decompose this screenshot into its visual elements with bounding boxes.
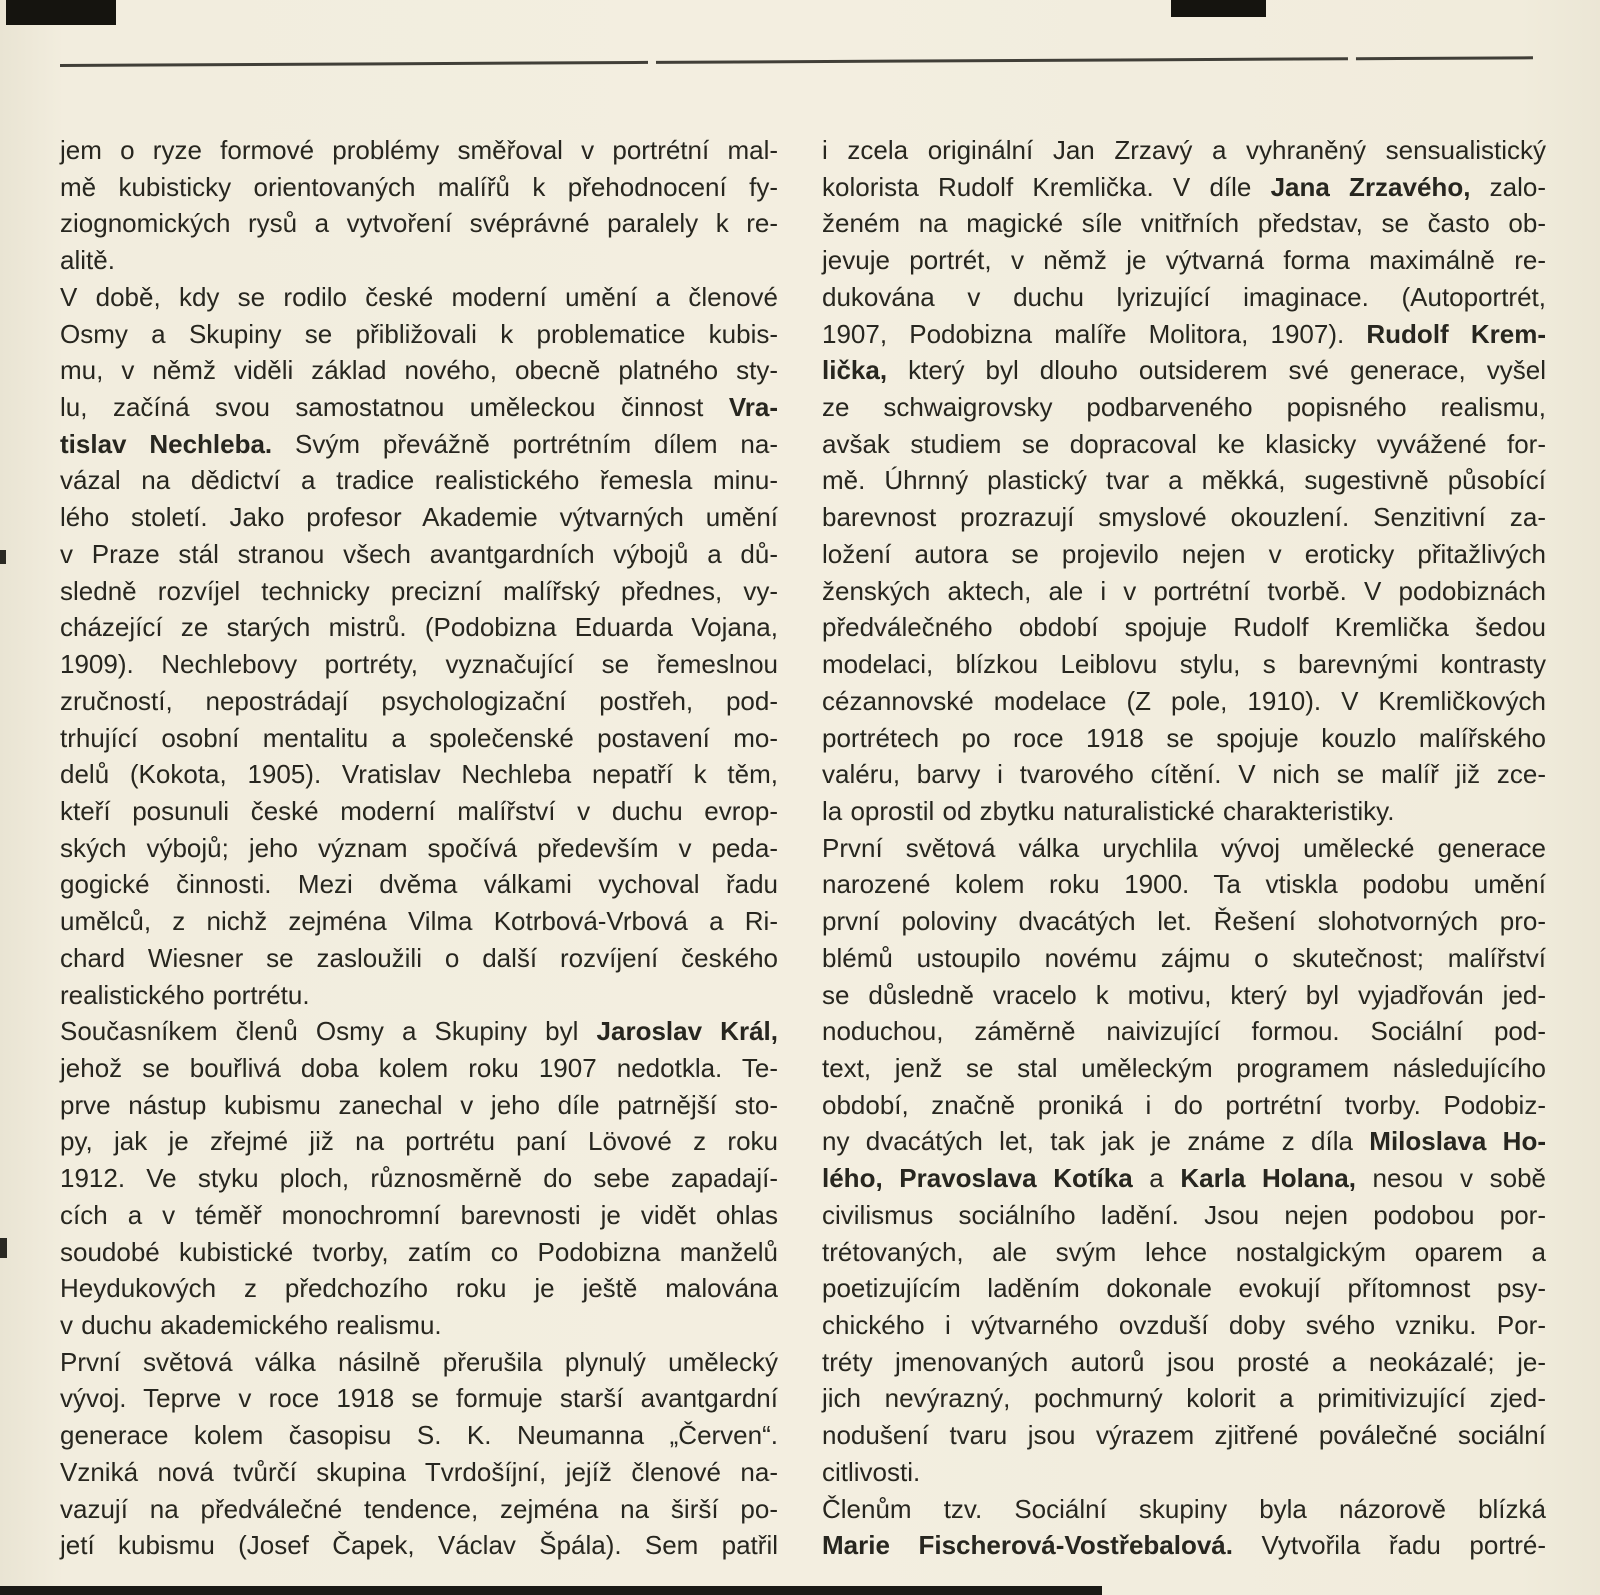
text-line — [60, 279, 778, 316]
text-column-right — [822, 132, 1546, 1564]
body-text: ziognomických rysů a vytvoření svéprávné paralely k re- — [60, 208, 778, 239]
body-text: chard Wiesner se zasloužili o další rozvíjení českého — [60, 942, 778, 973]
body-text: Svým převážně portrétním dílem na- — [272, 428, 779, 459]
body-text: jem o ryze formové problémy směřoval v portrétní mal- — [60, 135, 778, 165]
body-text: blémů ustoupilo novému zájmu o skutečnost; malířství — [822, 942, 1546, 973]
body-text: chického i výtvarného ovzduší doby svého vzniku. Por- — [822, 1310, 1546, 1340]
text-line — [822, 940, 1546, 977]
body-text: ze schwaigrovsky podbarveného popisného realismu, — [822, 392, 1546, 423]
body-text: tréty jmenovaných autorů jsou prosté a neokázalé; je- — [822, 1346, 1546, 1377]
body-text: ny dvacátých let, tak jak je známe z díla — [822, 1126, 1370, 1157]
text-line — [822, 279, 1546, 316]
bold-text: Jana Zrzavého, — [1270, 171, 1471, 202]
text-line — [60, 352, 778, 389]
body-text: poetizujícím laděním dokonale evokují přítomnost psy- — [822, 1273, 1546, 1304]
body-text: ložení autora se projevilo nejen v eroticky přitažlivých — [822, 538, 1546, 569]
text-line — [822, 830, 1546, 867]
body-text: Vzniká nová tvůrčí skupina Tvrdošíjní, jejíž členové na- — [60, 1456, 778, 1487]
body-text: ženém na magické síle vnitřních představ, se často ob- — [822, 208, 1546, 239]
body-text: v duchu akademického realismu. — [60, 1310, 442, 1340]
body-text: cézannovské modelace (Z pole, 1910). V Kremličkových — [822, 685, 1546, 716]
body-text: py, jak je zřejmé již na portrétu paní Lövové z roku — [60, 1126, 778, 1157]
text-line — [60, 720, 778, 757]
body-text: kteří posunuli české moderní malířství v duchu evrop- — [60, 795, 778, 826]
text-line — [822, 646, 1546, 683]
text-line — [822, 1234, 1546, 1271]
text-line — [822, 1344, 1546, 1381]
body-text: První světová válka násilně přerušila plynulý umělecký — [60, 1346, 778, 1377]
text-line — [822, 756, 1546, 793]
text-line — [822, 389, 1546, 426]
text-line — [60, 977, 778, 1014]
body-text: jetí kubismu (Josef Čapek, Václav Špála). Sem patřil — [60, 1530, 778, 1561]
text-line — [822, 1307, 1546, 1344]
body-text: gogické činnosti. Mezi dvěma válkami vychoval řadu — [60, 869, 778, 900]
body-text: Členům tzv. Sociální skupiny byla názorově blízká — [822, 1493, 1546, 1524]
text-line — [822, 1087, 1546, 1124]
body-text: modelaci, blízkou Leiblovu stylu, s barevnými kontrasty — [822, 649, 1546, 680]
text-line — [60, 1454, 778, 1491]
body-text: V době, kdy se rodilo české moderní umění a členové — [60, 281, 778, 312]
text-line — [60, 866, 778, 903]
text-line — [60, 1013, 778, 1050]
text-line — [822, 573, 1546, 610]
body-text: jehož se bouřlivá doba kolem roku 1907 nedotkla. Te- — [60, 1052, 778, 1083]
text-line — [822, 1527, 1546, 1564]
text-line — [60, 830, 778, 867]
body-text: a — [1132, 1163, 1181, 1194]
bold-text: tislav Nechleba. — [60, 428, 273, 459]
body-text: valéru, barvy i tvarového cítění. V nich se malíř již zce- — [822, 759, 1546, 790]
scan-artifact-top-right — [1171, 0, 1266, 17]
header-rule-segment — [1356, 56, 1533, 60]
body-text: jevuje portrét, v němž je výtvarná forma maximálně re- — [822, 245, 1546, 276]
text-line — [60, 1344, 778, 1381]
body-text: cích a v téměř monochromní barevnosti je vidět ohlas — [60, 1199, 778, 1230]
body-text: mě kubisticky orientovaných malířů k přehodnocení fy- — [60, 171, 778, 202]
text-line — [60, 646, 778, 683]
text-line — [822, 1454, 1546, 1491]
text-line — [822, 169, 1546, 206]
body-text: vývoj. Teprve v roce 1918 se formuje starší avantgardní — [60, 1383, 778, 1414]
text-line — [60, 1307, 778, 1344]
body-text: nodušení tvaru jsou výrazem zjitřené poválečné sociální — [822, 1420, 1546, 1451]
scan-artifact-left-edge-tick — [0, 1238, 7, 1258]
bold-text: Rudolf Krem- — [1366, 318, 1546, 349]
body-text: v Praze stál stranou všech avantgardních výbojů a dů- — [60, 538, 778, 569]
text-line — [822, 242, 1546, 279]
body-text: první poloviny dvacátých let. Řešení slohotvorných pro- — [822, 906, 1546, 937]
body-text: Heydukových z předchozího roku je ještě malována — [60, 1273, 778, 1304]
text-line — [822, 1050, 1546, 1087]
text-line — [60, 169, 778, 206]
text-line — [822, 1270, 1546, 1307]
text-line — [60, 1160, 778, 1197]
text-column-left — [60, 132, 778, 1564]
body-text: kolorista Rudolf Kremlička. V díle — [822, 171, 1271, 202]
text-line — [822, 903, 1546, 940]
bold-text: Vra- — [728, 392, 778, 423]
text-line — [60, 683, 778, 720]
text-line — [60, 756, 778, 793]
body-text: Vytvořila řadu portré- — [1233, 1530, 1546, 1561]
body-text: avšak studiem se dopracoval ke klasicky vyvážené for- — [822, 428, 1546, 459]
body-text: nesou v sobě — [1355, 1163, 1546, 1194]
text-line — [60, 1417, 778, 1454]
scan-artifact-left-edge-tick — [0, 550, 6, 564]
text-line — [60, 1491, 778, 1528]
body-text: 1909). Nechlebovy portréty, vyznačující se řemeslnou — [60, 649, 778, 680]
body-text: delů (Kokota, 1905). Vratislav Nechleba nepatří k těm, — [60, 759, 778, 790]
body-text: i zcela originální Jan Zrzavý a vyhraněný sensualistický — [822, 135, 1546, 165]
body-text: První světová válka urychlila vývoj umělecké generace — [822, 832, 1546, 863]
body-text: umělců, z nichž zejména Vilma Kotrbová-Vrbová a Ri- — [60, 906, 778, 937]
header-rule — [60, 56, 1533, 67]
text-line — [822, 462, 1546, 499]
text-line — [822, 499, 1546, 536]
text-line — [822, 1197, 1546, 1234]
body-text: lého století. Jako profesor Akademie výtvarných umění — [60, 502, 778, 533]
body-text: vázal na dědictví a tradice realistického řemesla minu- — [60, 465, 778, 496]
text-line — [822, 683, 1546, 720]
text-line — [822, 132, 1546, 169]
body-text: civilismus sociálního ladění. Jsou nejen podobou por- — [822, 1199, 1546, 1230]
body-text: mu, v němž viděli základ nového, obecně platného sty- — [60, 355, 778, 386]
body-text: Současníkem členů Osmy a Skupiny byl — [60, 1016, 597, 1047]
body-text: jich nevýrazný, pochmurný kolorit a primitivizující zjed- — [822, 1383, 1546, 1414]
text-line — [822, 1123, 1546, 1160]
text-line — [822, 977, 1546, 1014]
text-line — [60, 389, 778, 426]
text-line — [60, 793, 778, 830]
body-text: trétovaných, ale svým lehce nostalgickým oparem a — [822, 1236, 1546, 1267]
text-line — [60, 609, 778, 646]
text-line — [822, 1417, 1546, 1454]
body-text: 1907, Podobizna malíře Molitora, 1907). — [822, 318, 1367, 349]
text-line — [60, 903, 778, 940]
bold-text: Jaroslav Král, — [596, 1016, 778, 1047]
body-text: alitě. — [60, 245, 115, 276]
bold-text: lého, Pravoslava Kotíka — [822, 1163, 1133, 1194]
body-text: cházející ze starých mistrů. (Podobizna Eduarda Vojana, — [60, 612, 778, 643]
text-line — [822, 536, 1546, 573]
text-line — [60, 242, 778, 279]
text-line — [822, 720, 1546, 757]
text-line — [822, 1013, 1546, 1050]
text-line — [822, 205, 1546, 242]
body-text: zalo- — [1470, 171, 1546, 202]
text-line — [60, 132, 778, 169]
body-text: citlivosti. — [822, 1456, 921, 1487]
body-text: dukována v duchu lyrizující imaginace. (Autoportrét, — [822, 281, 1546, 312]
bold-text: Marie Fischerová-Vostřebalová. — [822, 1530, 1233, 1561]
body-text: ženských aktech, ale i v portrétní tvorbě. V podobiznách — [822, 575, 1546, 606]
header-rule-segment — [60, 61, 648, 67]
body-text: narozené kolem roku 1900. Ta vtiskla podobu umění — [822, 869, 1546, 900]
text-line — [60, 1087, 778, 1124]
text-line — [60, 1234, 778, 1271]
text-line — [60, 499, 778, 536]
text-line — [60, 1050, 778, 1087]
text-line — [60, 462, 778, 499]
scan-artifact-bottom-bar — [0, 1586, 1102, 1595]
text-line — [60, 1270, 778, 1307]
body-text: mě. Úhrnný plastický tvar a měkká, sugestivně působící — [822, 465, 1546, 496]
body-text: soudobé kubistické tvorby, zatím co Podobizna manželů — [60, 1236, 778, 1267]
text-line — [822, 1380, 1546, 1417]
bold-text: lička, — [822, 355, 888, 386]
text-line — [822, 316, 1546, 353]
body-text: generace kolem časopisu S. K. Neumanna „Červen“. — [60, 1420, 778, 1451]
text-line — [60, 1197, 778, 1234]
body-text: prve nástup kubismu zanechal v jeho díle patrnější sto- — [60, 1089, 778, 1120]
text-line — [822, 609, 1546, 646]
body-text: realistického portrétu. — [60, 979, 310, 1010]
body-text: text, jenž se stal uměleckým programem následujícího — [822, 1052, 1546, 1083]
text-line — [60, 1380, 778, 1417]
body-text: se důsledně vracelo k motivu, který byl vyjadřován jed- — [822, 979, 1546, 1010]
scan-artifact-top-left — [6, 0, 116, 25]
text-line — [60, 426, 778, 463]
text-line — [822, 1160, 1546, 1197]
body-text: Osmy a Skupiny se přibližovali k problematice kubis- — [60, 318, 778, 349]
bold-text: Karla Holana, — [1180, 1163, 1356, 1194]
text-line — [822, 866, 1546, 903]
bold-text: Miloslava Ho- — [1369, 1126, 1546, 1157]
body-text: lu, začíná svou samostatnou uměleckou činnost — [60, 392, 729, 423]
text-line — [822, 793, 1546, 830]
text-line — [60, 1527, 778, 1564]
body-text: noduchou, záměrně naivizující formou. Sociální pod- — [822, 1016, 1546, 1047]
text-line — [60, 573, 778, 610]
body-text: který byl dlouho outsiderem své generace, vyšel — [887, 355, 1546, 386]
body-text: předválečného období spojuje Rudolf Kremlička šedou — [822, 612, 1546, 643]
body-text: la oprostil od zbytku naturalistické charakteristiky. — [822, 795, 1395, 826]
body-text: trhující osobní mentalitu a společenské postavení mo- — [60, 722, 778, 753]
text-line — [60, 1123, 778, 1160]
body-text: 1912. Ve styku ploch, různosměrně do sebe zapadají- — [60, 1163, 778, 1194]
text-line — [60, 940, 778, 977]
text-line — [60, 536, 778, 573]
text-line — [822, 352, 1546, 389]
body-text: období, značně proniká i do portrétní tvorby. Podobiz- — [822, 1089, 1546, 1120]
text-line — [60, 205, 778, 242]
body-text: barevnost prozrazují smyslové okouzlení. Senzitivní za- — [822, 502, 1546, 533]
header-rule-segment — [656, 57, 1348, 64]
body-text: vazují na předválečné tendence, zejména na širší po- — [60, 1493, 778, 1524]
body-text: sledně rozvíjel technicky precizní malířský přednes, vy- — [60, 575, 778, 606]
text-line — [822, 1491, 1546, 1528]
text-line — [822, 426, 1546, 463]
body-text: portrétech po roce 1918 se spojuje kouzlo malířského — [822, 722, 1546, 753]
body-text: ských výbojů; jeho význam spočívá především v peda- — [60, 832, 778, 863]
text-line — [60, 316, 778, 353]
body-text: zručností, nepostrádají psychologizační postřeh, pod- — [60, 685, 778, 716]
